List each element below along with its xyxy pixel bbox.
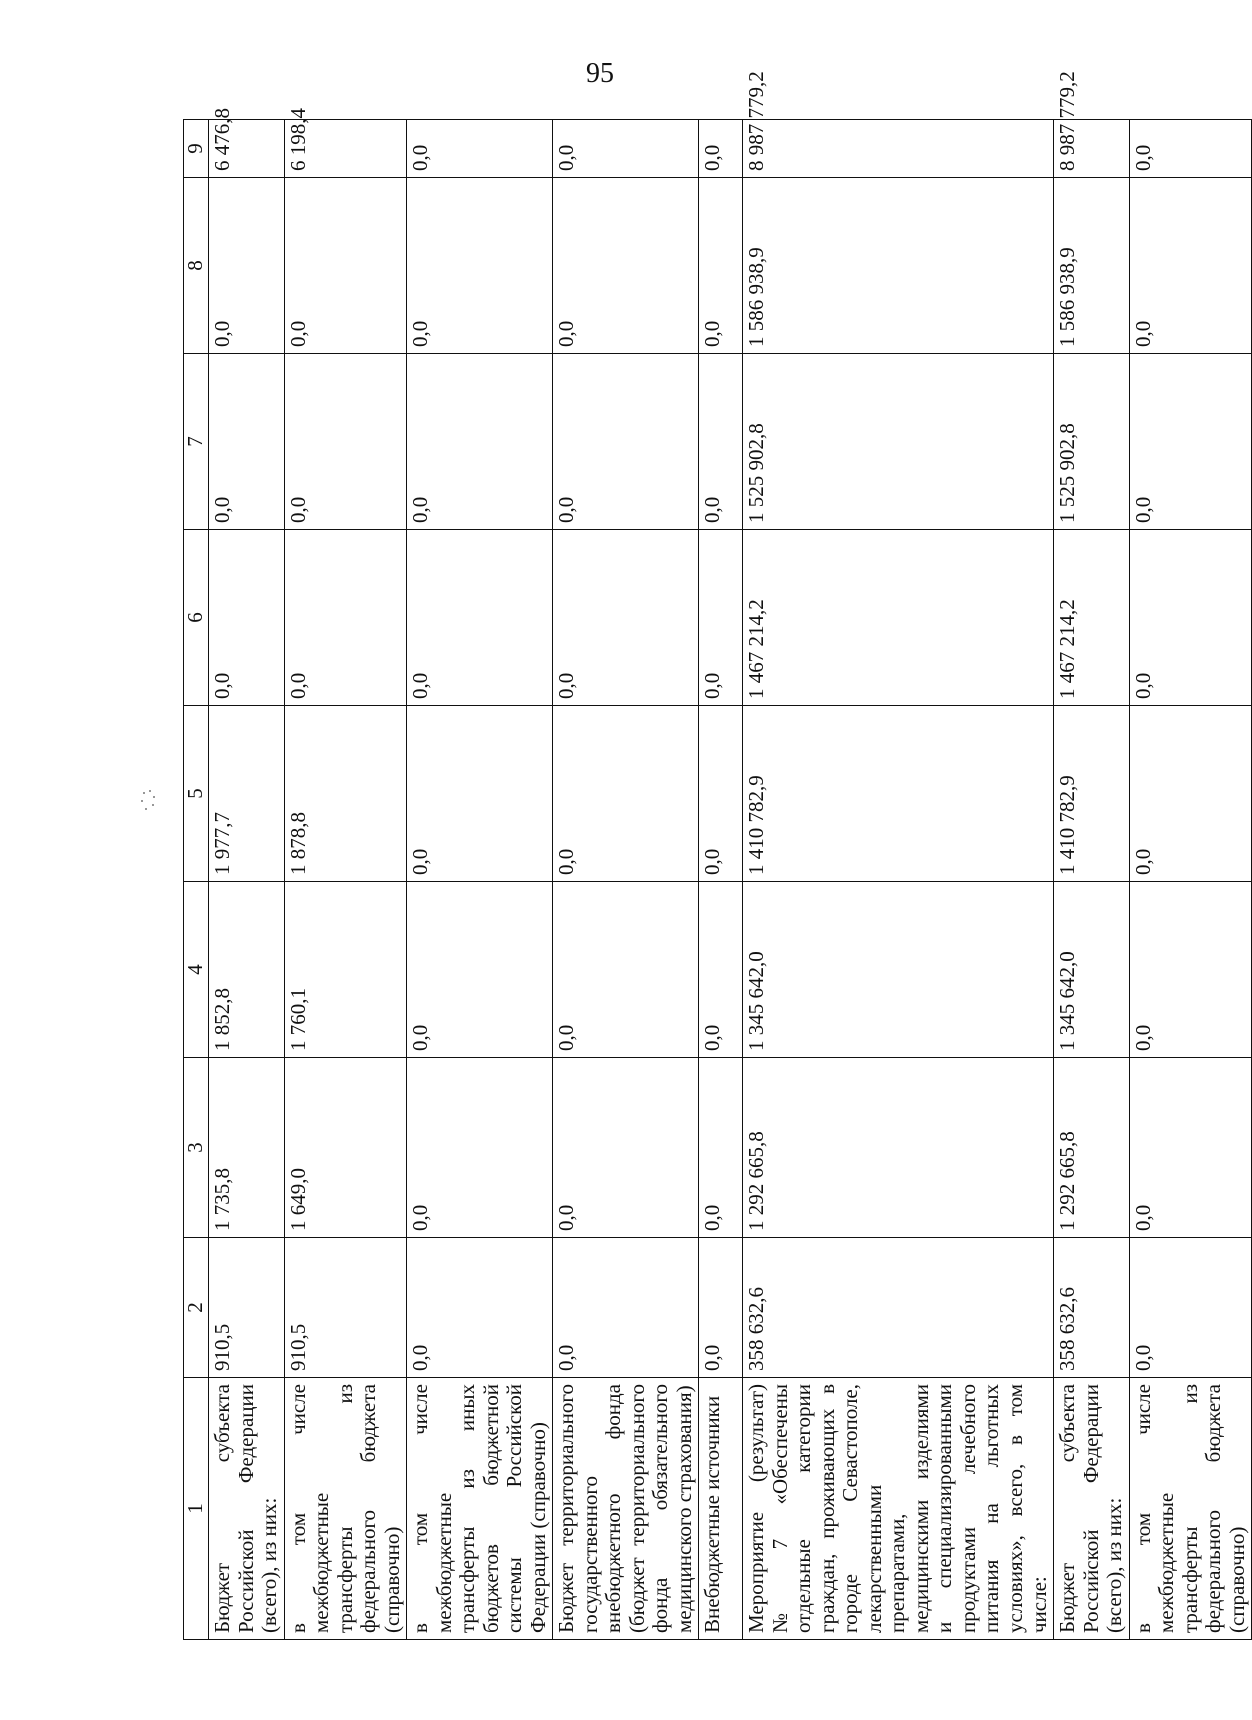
table-cell: 910,5 [209, 1238, 285, 1378]
row-label: Бюджет субъекта Российской Федерации (всего), из них: [1054, 1378, 1130, 1640]
table-cell: 0,0 [1129, 882, 1252, 1058]
column-header: 7 [184, 354, 209, 530]
table-cell: 0,0 [407, 706, 553, 882]
table-cell: 0,0 [209, 354, 285, 530]
row-label: Бюджет территориального государственного внебюджетного фонда (бюджет территориального фонда обязательного медицинского страхования) [553, 1378, 699, 1640]
table-header-row [184, 120, 209, 1640]
row-label: Внебюджетные источники [699, 1378, 743, 1640]
table-cell: 1 878,8 [284, 706, 407, 882]
table-row [209, 120, 285, 1640]
table-cell: 1 760,1 [284, 882, 407, 1058]
column-header: 5 [184, 706, 209, 882]
table-cell: 0,0 [699, 120, 743, 178]
table-cell: 1 525 902,8 [1054, 354, 1130, 530]
table-cell: 0,0 [699, 530, 743, 706]
table-cell: 0,0 [407, 178, 553, 354]
table-cell: 910,5 [284, 1238, 407, 1378]
table-cell: 0,0 [1129, 1238, 1252, 1378]
table-cell: 1 735,8 [209, 1058, 285, 1238]
table-cell: 1 977,7 [209, 706, 285, 882]
table-cell: 0,0 [284, 530, 407, 706]
table-cell: 0,0 [407, 354, 553, 530]
row-label: в том числе межбюджетные трансферты из федерального бюджета (справочно) [1129, 1378, 1252, 1640]
table-cell: 0,0 [699, 178, 743, 354]
table-cell: 0,0 [209, 178, 285, 354]
row-label: Мероприятие (результат) № 7 «Обеспечены отдельные категории граждан, проживающих в городе Севастополе, лекарственными препаратами, медицинскими изделиями и специализированными продуктами лечебного питания на льготных условиях», всего, в том числе: [743, 1378, 1054, 1640]
table-cell: 0,0 [553, 530, 699, 706]
table-cell: 1 345 642,0 [743, 882, 1054, 1058]
table-cell: 1 467 214,2 [743, 530, 1054, 706]
table-row [699, 120, 743, 1640]
table-cell: 1 467 214,2 [1054, 530, 1130, 706]
table-row [553, 120, 699, 1640]
table-cell: 0,0 [407, 530, 553, 706]
table-cell: 0,0 [699, 1238, 743, 1378]
table-cell: 0,0 [699, 882, 743, 1058]
table-cell: 1 852,8 [209, 882, 285, 1058]
table-cell: 1 649,0 [284, 1058, 407, 1238]
column-header: 9 [184, 120, 209, 178]
table-cell: 0,0 [284, 354, 407, 530]
table-cell: 1 586 938,9 [1054, 178, 1130, 354]
column-header: 2 [184, 1238, 209, 1378]
table-cell: 0,0 [1129, 706, 1252, 882]
row-label: в том числе межбюджетные трансферты из федерального бюджета (справочно) [284, 1378, 407, 1640]
scan-speck [140, 790, 156, 812]
table-cell: 1 410 782,9 [1054, 706, 1130, 882]
table-cell: 358 632,6 [1054, 1238, 1130, 1378]
table-cell: 0,0 [553, 706, 699, 882]
table-cell: 0,0 [1129, 1058, 1252, 1238]
table-cell: 1 292 665,8 [743, 1058, 1054, 1238]
row-label: Бюджет субъекта Российской Федерации (всего), из них: [209, 1378, 285, 1640]
table-cell: 0,0 [284, 178, 407, 354]
table-cell: 0,0 [553, 120, 699, 178]
table-cell: 1 292 665,8 [1054, 1058, 1130, 1238]
table-cell: 0,0 [553, 178, 699, 354]
column-header: 1 [184, 1378, 209, 1640]
table-cell: 6 198,4 [284, 120, 407, 178]
table-cell: 0,0 [407, 1238, 553, 1378]
table-row [407, 120, 553, 1640]
table-cell: 0,0 [407, 882, 553, 1058]
table-cell: 0,0 [1129, 120, 1252, 178]
column-header: 8 [184, 178, 209, 354]
table-cell: 0,0 [407, 1058, 553, 1238]
table-cell: 8 987 779,2 [743, 120, 1054, 178]
table-row [1129, 120, 1252, 1640]
table-cell: 8 987 779,2 [1054, 120, 1130, 178]
table-row [284, 120, 407, 1640]
table-cell: 0,0 [699, 354, 743, 530]
table-cell: 0,0 [1129, 354, 1252, 530]
table-cell: 358 632,6 [743, 1238, 1054, 1378]
column-header: 4 [184, 882, 209, 1058]
table-cell: 0,0 [1129, 178, 1252, 354]
table-cell: 0,0 [699, 1058, 743, 1238]
table-row [1054, 120, 1130, 1640]
table-cell: 0,0 [553, 354, 699, 530]
column-header: 3 [184, 1058, 209, 1238]
table-row [743, 120, 1054, 1640]
column-header: 6 [184, 530, 209, 706]
row-label: в том числе межбюджетные трансферты из иных бюджетов бюджетной системы Российской Федерации (справочно) [407, 1378, 553, 1640]
page-number: 95 [586, 58, 614, 89]
table-cell: 6 476,8 [209, 120, 285, 178]
table-cell: 0,0 [407, 120, 553, 178]
table-cell: 0,0 [553, 1058, 699, 1238]
table-cell: 0,0 [1129, 530, 1252, 706]
table-cell: 1 525 902,8 [743, 354, 1054, 530]
table-cell: 0,0 [699, 706, 743, 882]
table-cell: 0,0 [553, 1238, 699, 1378]
table-cell: 1 586 938,9 [743, 178, 1054, 354]
table-cell: 1 345 642,0 [1054, 882, 1130, 1058]
table-cell: 0,0 [209, 530, 285, 706]
table-cell: 0,0 [553, 882, 699, 1058]
table-cell: 1 410 782,9 [743, 706, 1054, 882]
